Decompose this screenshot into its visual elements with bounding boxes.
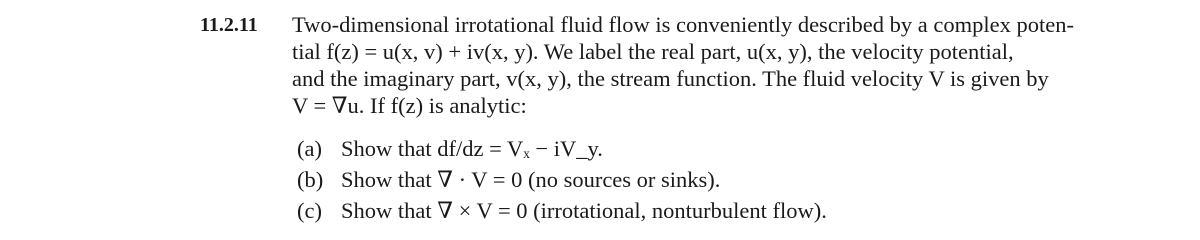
part-a-label: (a) [297,136,322,161]
statement-line-4: V = ∇u. If f(z) is analytic: [292,93,527,118]
statement-line-1: Two-dimensional irrotational fluid flow is conveniently described by a complex poten- [292,12,1074,37]
part-b-label: (b) [297,167,324,192]
problem-number: 11.2.11 [200,14,258,36]
part-c-label: (c) [297,198,322,223]
part-c [297,198,827,224]
part-a-text: Show that df/dz = Vₓ − iV_y. [341,136,603,161]
statement-line-2: tial f(z) = u(x, v) + iv(x, y). We label the real part, u(x, y), the velocity potential, [292,39,1014,64]
part-a [297,136,603,162]
part-b [297,167,720,193]
part-b-text: Show that ∇ · V = 0 (no sources or sinks). [341,167,721,192]
statement-line-3: and the imaginary part, v(x, y), the stream function. The fluid velocity V is given by [292,66,1049,91]
part-c-text: Show that ∇ × V = 0 (irrotational, nonturbulent flow). [341,198,827,223]
